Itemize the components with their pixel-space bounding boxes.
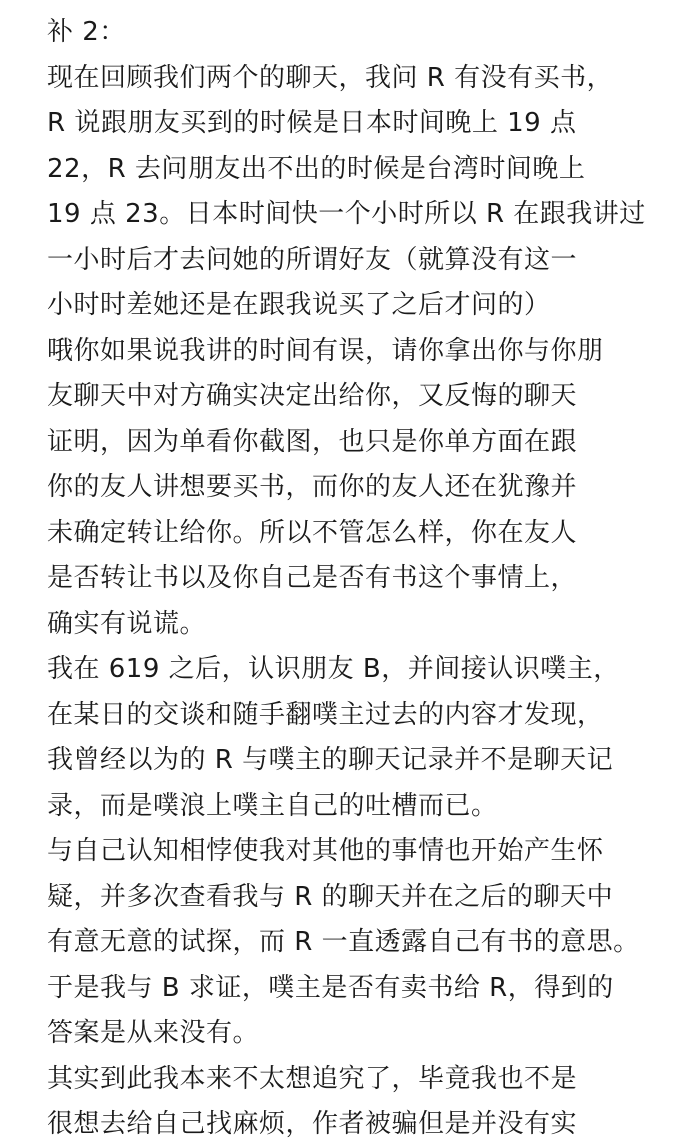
- text-line: 你的友人讲想要买书，而你的友人还在犹豫并: [47, 472, 578, 502]
- text-line: 我曾经以为的 R 与噗主的聊天记录并不是聊天记: [47, 745, 614, 775]
- text-line: 一小时后才去问她的所谓好友（就算没有这一: [47, 244, 578, 275]
- text-line: 很想去给自己找麻烦，作者被骗但是并没有实: [47, 1109, 578, 1139]
- text-line: 补 2：: [47, 17, 126, 47]
- text-line: 证明，因为单看你截图，也只是你单方面在跟: [47, 426, 578, 457]
- text-line: 现在回顾我们两个的聊天，我问 R 有没有买书，: [47, 62, 614, 93]
- text-line: 有意无意的试探，而 R 一直透露自己有书的意思。: [47, 927, 640, 957]
- text-line: 哦你如果说我讲的时间有误，请你拿出你与你朋: [47, 335, 604, 366]
- text-line: 与自己认知相悖使我对其他的事情也开始产生怀: [47, 836, 604, 866]
- text-line: 22，R 去问朋友出不出的时候是台湾时间晚上: [47, 153, 586, 184]
- document-body: [47, 10, 687, 1148]
- text-line: 确实有说谎。: [47, 608, 207, 639]
- text-line: 答案是从来没有。: [47, 1018, 260, 1048]
- text-line: 我在 619 之后，认识朋友 B，并间接认识噗主，: [47, 654, 620, 684]
- text-line: 是否转让书以及你自己是否有书这个事情上，: [47, 563, 578, 593]
- text-line: 19 点 23。日本时间快一个小时所以 R 在跟我讲过: [47, 199, 646, 229]
- text-line: 友聊天中对方确实决定出给你，又反悔的聊天: [47, 381, 578, 411]
- text-line: 疑，并多次查看我与 R 的聊天并在之后的聊天中: [47, 881, 614, 912]
- text-line: 录，而是噗浪上噗主自己的吐槽而已。: [47, 790, 498, 821]
- text-line: R 说跟朋友买到的时候是日本时间晚上 19 点: [47, 108, 577, 138]
- text-line: 其实到此我本来不太想追究了，毕竟我也不是: [47, 1063, 578, 1094]
- text-line: 在某日的交谈和随手翻噗主过去的内容才发现，: [47, 699, 604, 730]
- text-line: 小时时差她还是在跟我说买了之后才问的）: [47, 290, 551, 320]
- text-line: 未确定转让给你。所以不管怎么样，你在友人: [47, 517, 578, 548]
- text-line: 于是我与 B 求证，噗主是否有卖书给 R，得到的: [47, 972, 614, 1003]
